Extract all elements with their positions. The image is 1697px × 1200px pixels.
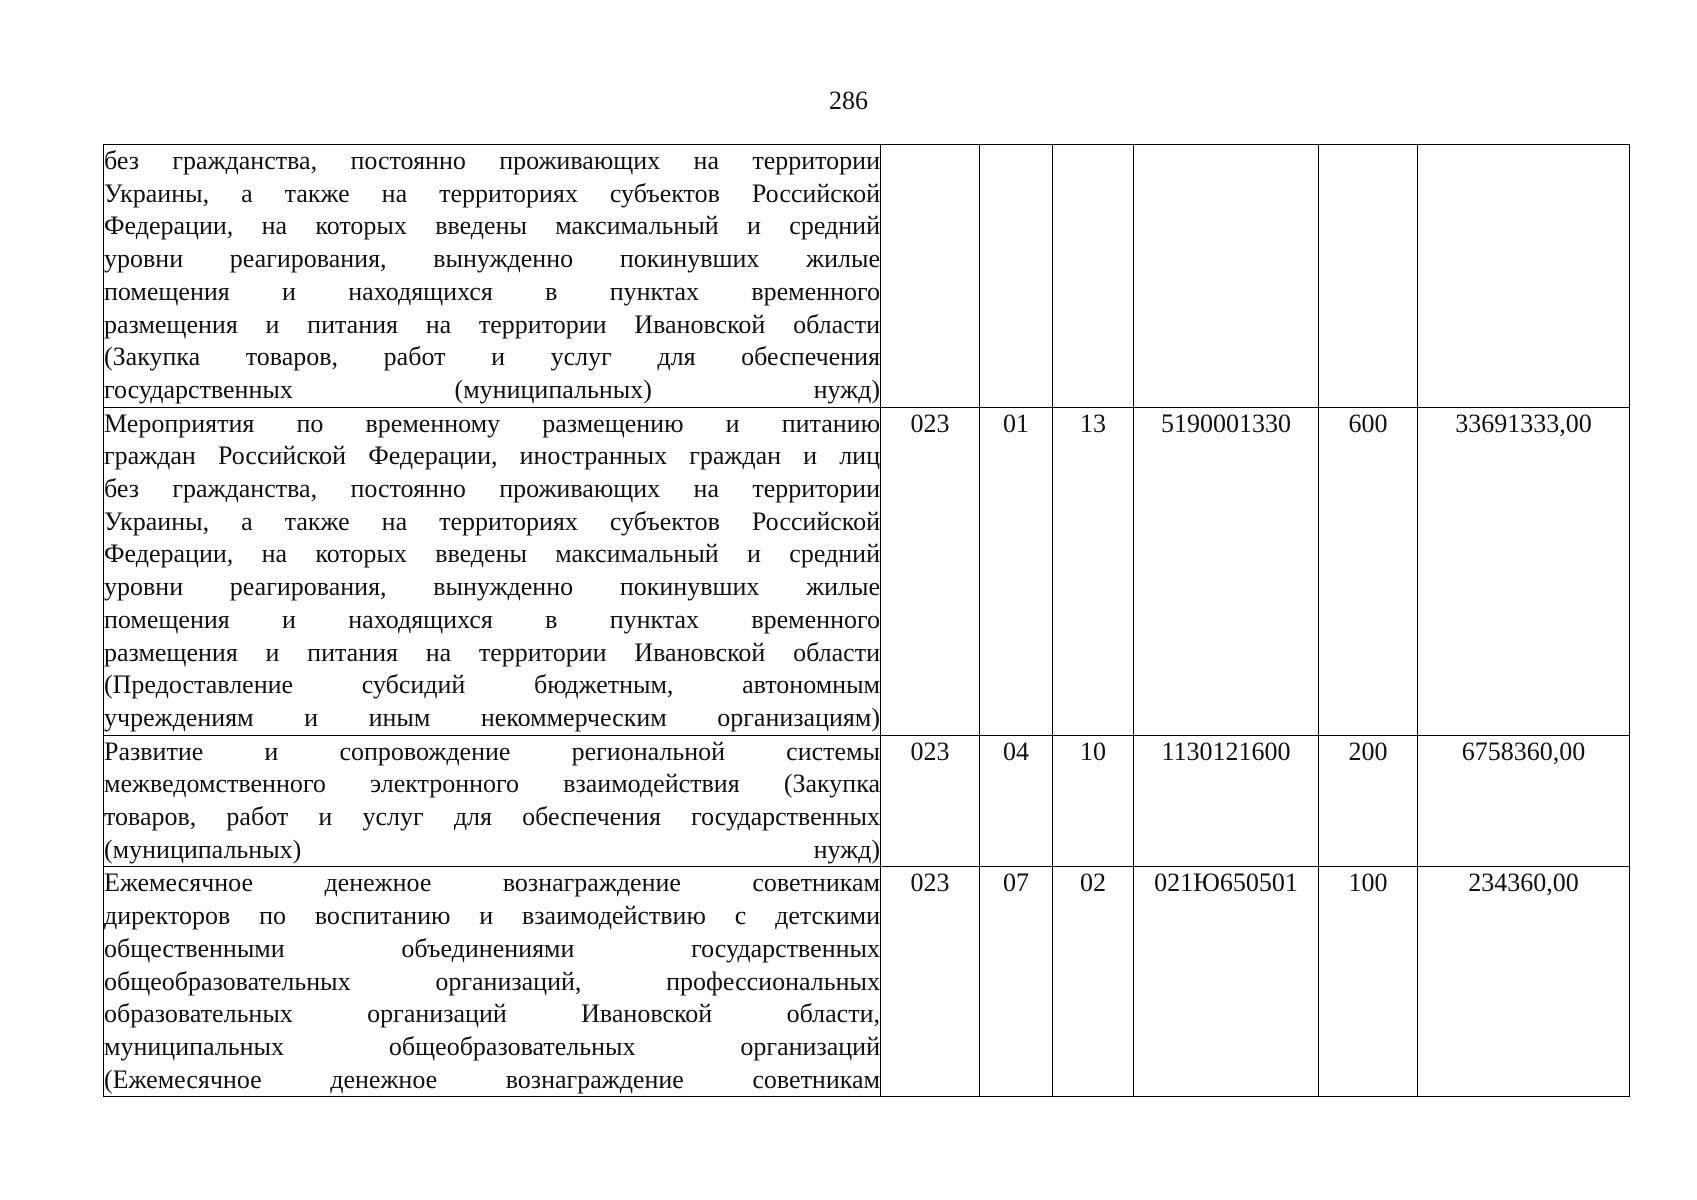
description-line: Ежемесячное денежное вознаграждение советникам [104,868,880,898]
description-line: (Ежемесячное денежное вознаграждение советникам [104,1064,880,1094]
table-row [104,145,1630,408]
budget-table [103,144,1630,1097]
subsection-code-cell [1053,145,1134,408]
table-row [104,867,1630,1097]
subsection-code-cell: 02 [1053,867,1134,1097]
ministry-code-cell [881,145,980,408]
description-line: Украины, а также на территориях субъектов Российской [104,506,880,536]
description-line: Федерации, на которых введены максимальный и средний [104,211,880,241]
description-line: государственных (муниципальных) нужд) [104,374,880,404]
ministry-code-cell: 023 [881,867,980,1097]
section-code-cell [980,145,1053,408]
description-line: без гражданства, постоянно проживающих на территории [104,146,880,175]
description-line: (Предоставление субсидий бюджетным, автономным [104,670,880,700]
expense-type-cell: 200 [1319,735,1418,867]
budget-table-body [104,145,1630,1097]
description-line: муниципальных общеобразовательных организаций [104,1031,880,1061]
description-line: общественными объединениями государственных [104,933,880,963]
description-line: Мероприятия по временному размещению и питанию [104,408,880,438]
target-article-cell: 1130121600 [1134,735,1319,867]
target-article-cell [1134,145,1319,408]
page-number: 286 [829,86,868,115]
description-line: уровни реагирования, вынужденно покинувших жилые [104,244,880,274]
description-line: Федерации, на которых введены максимальный и средний [104,539,880,569]
amount-cell: 234360,00 [1418,867,1630,1097]
section-code-cell: 07 [980,867,1053,1097]
section-code-cell: 04 [980,735,1053,867]
description-line: размещения и питания на территории Ивановской области [104,637,880,667]
description-line: учреждениям и иным некоммерческим организациям) [104,702,880,732]
description-line: граждан Российской Федерации, иностранных граждан и лиц [104,441,880,471]
expense-type-cell: 100 [1319,867,1418,1097]
target-article-cell: 5190001330 [1134,407,1319,735]
description-line: (Закупка товаров, работ и услуг для обеспечения [104,342,880,372]
description-line: Развитие и сопровождение региональной системы [104,736,880,766]
ministry-code-cell: 023 [881,735,980,867]
description-line: межведомственного электронного взаимодействия (Закупка [104,769,880,799]
expense-type-cell: 600 [1319,407,1418,735]
section-code-cell: 01 [980,407,1053,735]
description-line: директоров по воспитанию и взаимодействию с детскими [104,901,880,931]
description-line: помещения и находящихся в пунктах временного [104,604,880,634]
amount-cell [1418,145,1630,408]
ministry-code-cell: 023 [881,407,980,735]
target-article-cell: 021Ю650501 [1134,867,1319,1097]
expense-description-cell [104,145,881,408]
description-line: образовательных организаций Ивановской области, [104,999,880,1029]
description-line: товаров, работ и услуг для обеспечения государственных [104,802,880,832]
expense-description-cell [104,867,881,1097]
description-line: без гражданства, постоянно проживающих на территории [104,474,880,504]
description-line: помещения и находящихся в пунктах временного [104,276,880,306]
subsection-code-cell: 13 [1053,407,1134,735]
table-row [104,407,1630,735]
expense-description-cell [104,735,881,867]
description-line: размещения и питания на территории Ивановской области [104,309,880,339]
subsection-code-cell: 10 [1053,735,1134,867]
expense-description-cell [104,407,881,735]
description-line: общеобразовательных организаций, профессиональных [104,966,880,996]
description-line: Украины, а также на территориях субъектов Российской [104,178,880,208]
description-line: (муниципальных) нужд) [104,834,880,864]
amount-cell: 33691333,00 [1418,407,1630,735]
expense-type-cell [1319,145,1418,408]
amount-cell: 6758360,00 [1418,735,1630,867]
description-line: уровни реагирования, вынужденно покинувших жилые [104,572,880,602]
table-row [104,735,1630,867]
